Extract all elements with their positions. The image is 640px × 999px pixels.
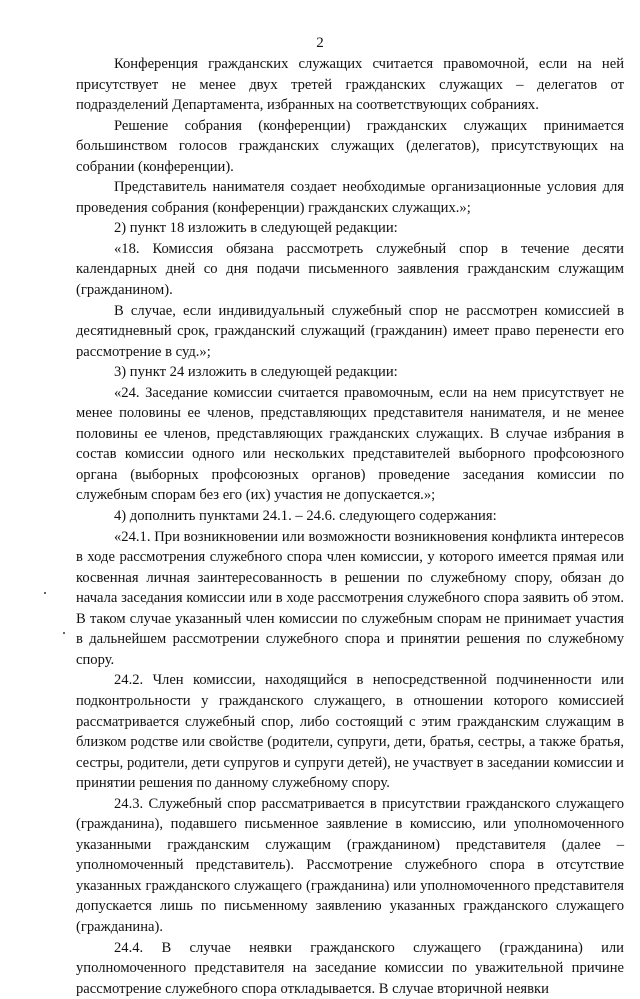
page-number: 2 (316, 35, 324, 51)
paragraph-conference-quorum: Конференция гражданских служащих считается правомочной, если на ней присутствует не менее двух третей гражданских служащих – делегатов от подразделений Департамента, избранных на соответствующих собраниях. (76, 56, 624, 114)
paragraph-amendment-item-2: 2) пункт 18 изложить в следующей редакции: (114, 220, 398, 237)
paragraph-organizational-conditions: Представитель нанимателя создает необходимые организационные условия для проведения собрания (конференции) гражданских служащих.»; (76, 179, 624, 216)
document-body (76, 54, 624, 999)
paragraph-clause-18: «18. Комиссия обязана рассмотреть служебный спор в течение десяти календарных дней со дня подачи письменного заявления гражданским служащим (гражданином). (76, 240, 624, 299)
paragraph-clause-24-1: «24.1. При возникновении или возможности возникновения конфликта интересов в ходе рассмотрения служебного спора член комиссии, у которого имеется прямая или косвенная личная заинтересованность в решении по служебному спору, обязан до начала заседания комиссии или в ходе рассмотрения служебного спора заявить об этом. В таком случае указанный член комиссии по служебным спорам не принимает участия в дальнейшем рассмотрении служебного спора и принятии решения по служебному спору. (76, 528, 624, 668)
paragraph-clause-24-3: 24.3. Служебный спор рассматривается в присутствии гражданского служащего (гражданина), подавшего письменное заявление в комиссию, или уполномоченного указанными гражданским служащим (гражданином) представителя (далее –уполномоченный представитель). Рассмотрение служебного спора в отсутствие указанных гражданского служащего (гражданина) или уполномоченного представителя допускается лишь по письменному заявлению указанных гражданского служащего (гражданина). (76, 795, 624, 935)
paragraph-clause-24-4: 24.4. В случае неявки гражданского служащего (гражданина) или уполномоченного представителя на заседание комиссии по уважительной причине рассмотрение служебного спора откладывается. В случае вторичной неявки (76, 939, 624, 997)
paragraph-clause-24-2: 24.2. Член комиссии, находящийся в непосредственной подчиненности или подконтрольности у гражданского служащего, в отношении которого комиссией рассматривается служебный спор, либо состоящий с этим гражданским служащим в близком родстве или свойстве (родители, супруги, дети, братья, сестры, а также братья, сестры, родители, дети супругов и супруги детей), не участвует в заседании комиссии и принятии решения по данному служебному спору. (76, 672, 624, 792)
paragraph-clause-18-court: В случае, если индивидуальный служебный спор не рассмотрен комиссией в десятидневный срок, гражданский служащий (гражданин) имеет право перенести его рассмотрение в суд.»; (76, 302, 624, 360)
paragraph-amendment-item-3: 3) пункт 24 изложить в следующей редакции: (114, 364, 398, 381)
paragraph-clause-24: «24. Заседание комиссии считается правомочным, если на нем присутствует не менее половины ее членов, представляющих представителя нанимателя, и не менее половины ее членов, представляющих гражданских служащих. В случае избрания в состав комиссии одного или нескольких представителей выборного профсоюзного органа (выборных профсоюзных органов) проведение заседания комиссии по служебным спорам без его (их) участия не допускается.»; (76, 384, 624, 504)
paragraph-amendment-item-4: 4) дополнить пунктами 24.1. – 24.6. следующего содержания: (114, 508, 497, 525)
scan-mark-dot (44, 592, 46, 594)
scan-mark-dot (63, 632, 65, 634)
paragraph-conference-decision: Решение собрания (конференции) гражданских служащих принимается большинством голосов гражданских служащих (делегатов), присутствующих на собрании (конференции). (76, 117, 624, 175)
